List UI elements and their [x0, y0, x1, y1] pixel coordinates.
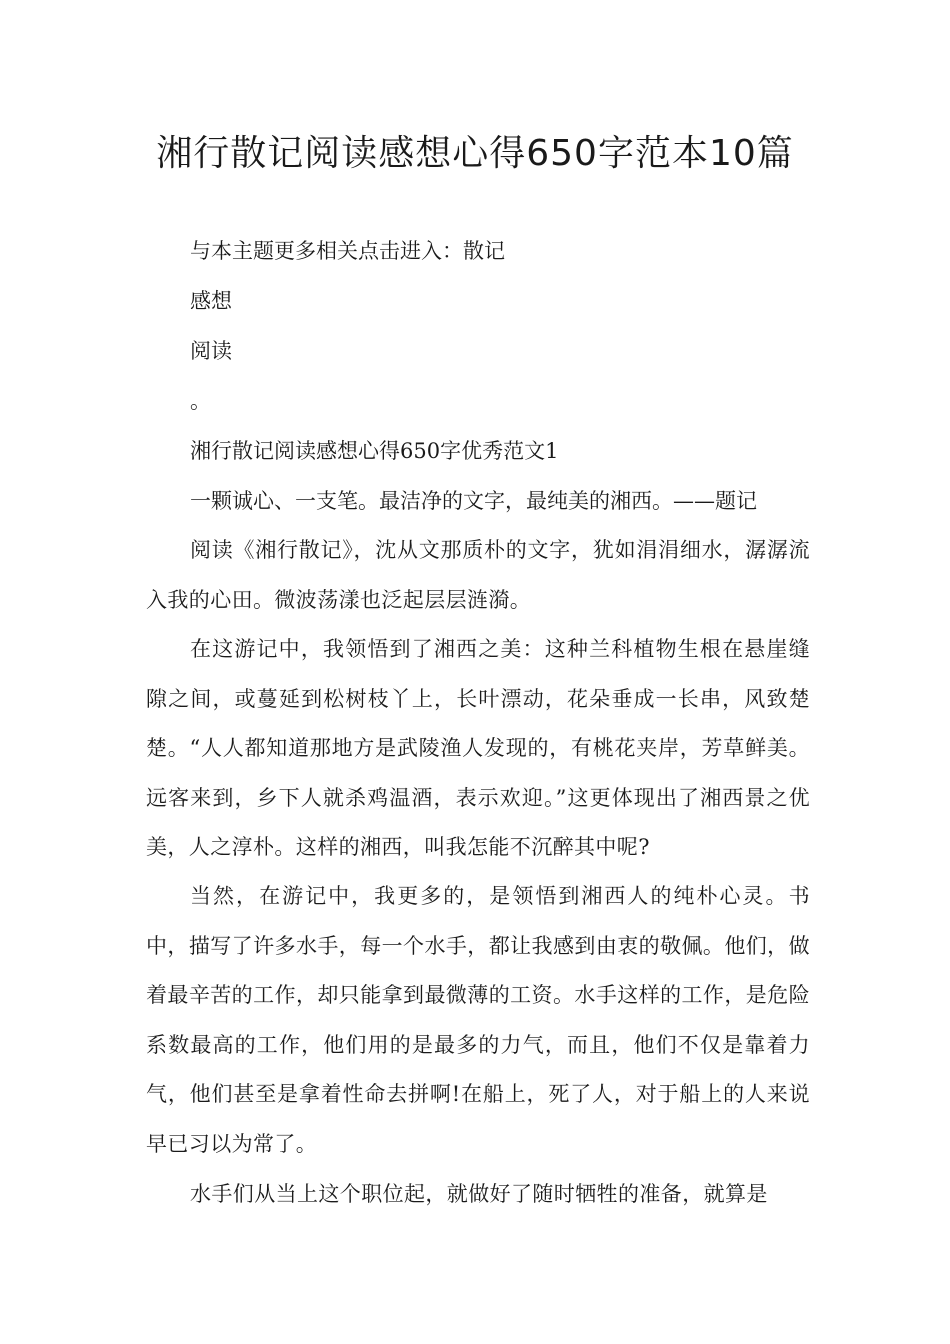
- related-tag-thoughts[interactable]: 感想: [190, 289, 232, 313]
- body-paragraph-2: 在这游记中，我领悟到了湘西之美：这种兰科植物生根在悬崖缝隙之间，或蔓延到松树枝丫上，长叶漂动，花朵垂成一长串，风致楚楚。“人人都知道那地方是武陵渔人发现的，有桃花夹岸，芳草鲜美。远客来到，乡下人就杀鸡温酒，表示欢迎。”这更体现出了湘西景之优美，人之淳朴。这样的湘西，叫我怎能不沉醉其中呢?: [146, 637, 810, 859]
- body-paragraph-1: 阅读《湘行散记》，沈从文那质朴的文字，犹如涓涓细水，潺潺流入我的心田。微波荡漾也泛起层层涟漪。: [146, 538, 810, 612]
- related-topics-line: 与本主题更多相关点击进入：散记: [190, 239, 505, 263]
- related-tag-reading[interactable]: 阅读: [190, 339, 232, 363]
- body-paragraph-4: 水手们从当上这个职位起，就做好了随时牺牲的准备，就算是: [190, 1182, 768, 1206]
- epigraph: 一颗诚心、一支笔。最洁净的文字，最纯美的湘西。——题记: [190, 489, 757, 513]
- section-heading: 湘行散记阅读感想心得650字优秀范文1: [190, 439, 559, 463]
- related-end-dot: 。: [190, 389, 211, 413]
- body-paragraph-3: 当然，在游记中，我更多的，是领悟到湘西人的纯朴心灵。书中，描写了许多水手，每一个水手，都让我感到由衷的敬佩。他们，做着最辛苦的工作，却只能拿到最微薄的工资。水手这样的工作，是危险系数最高的工作，他们用的是最多的力气，而且，他们不仅是靠着力气，他们甚至是拿着性命去拼啊!在船上，死了人，对于船上的人来说早已习以为常了。: [146, 884, 810, 1156]
- document-title: 湘行散记阅读感想心得650字范本10篇: [156, 133, 794, 174]
